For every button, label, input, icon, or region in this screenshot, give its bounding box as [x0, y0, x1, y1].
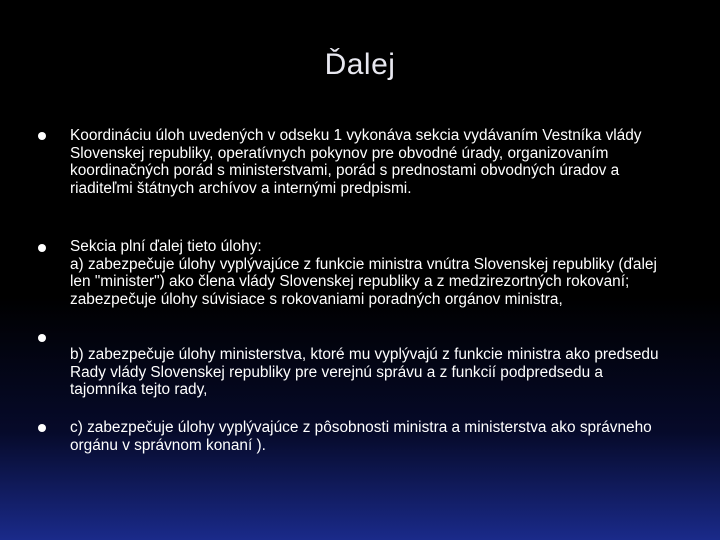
- bullet-icon: [38, 424, 46, 432]
- paragraph-3: b) zabezpečuje úlohy ministerstva, ktoré mu vyplývajú z funkcie ministra ako predsedu Rady vlády Slovenskej republiky pre verejnú správu a z funkcií podpredsedu a tajomníka tejto rady,: [70, 346, 659, 399]
- paragraph-1: Koordináciu úloh uvedených v odseku 1 vykonáva sekcia vydávaním Vestníka vlády Slovenskej republiky, operatívnych pokynov pre obvodné úrady, organizovaním koordinačných porád s ministerstvami, porád s prednostami obvodných úradov a riaditeľmi štátnych archívov a internými predpismi.: [70, 127, 642, 197]
- bullet-icon: [38, 334, 46, 342]
- bullet-icon: [38, 244, 46, 252]
- paragraph-4: c) zabezpečuje úlohy vyplývajúce z pôsobnosti ministra a ministerstva ako správneho orgánu v správnom konaní ).: [70, 419, 652, 454]
- slide-title: Ďalej: [324, 48, 396, 81]
- bullet-icon: [38, 132, 46, 140]
- paragraph-2: Sekcia plní ďalej tieto úlohy: a) zabezpečuje úlohy vyplývajúce z funkcie ministra vnútra Slovenskej republiky (ďalej len "minister") ako člena vlády Slovenskej republiky a z medzirezortných rokovaní; zabezpečuje úlohy súvisiace s rokovaniami poradných orgánov ministra,: [70, 238, 657, 308]
